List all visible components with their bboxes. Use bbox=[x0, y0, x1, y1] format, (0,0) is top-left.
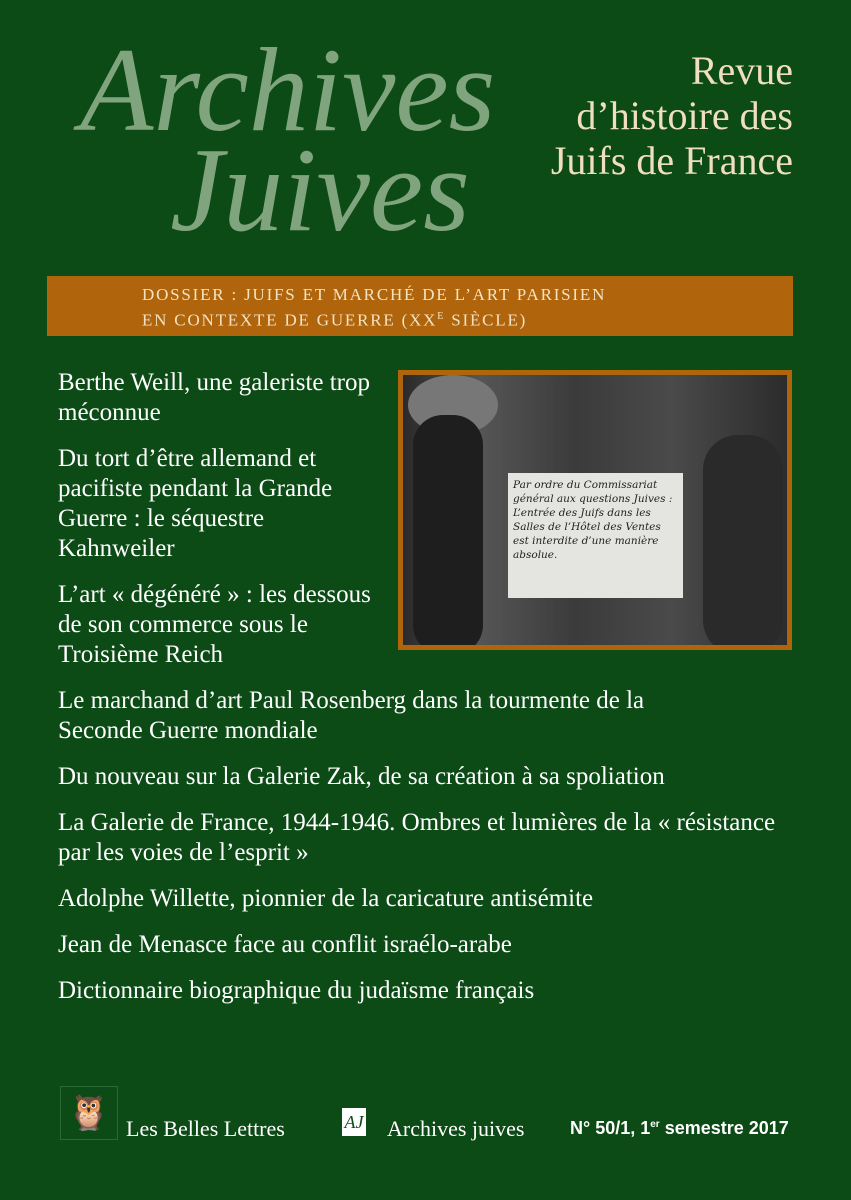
masthead-title-line1: Archives bbox=[80, 23, 496, 156]
banner-line1: DOSSIER : JUIFS ET MARCHÉ DE L’ART PARISIEN bbox=[142, 285, 607, 304]
banner-line2-text: EN CONTEXTE DE GUERRE (XX bbox=[142, 310, 438, 330]
article-item: Le marchand d’art Paul Rosenberg dans la tourmente de la Seconde Guerre mondiale bbox=[58, 687, 645, 744]
journal-name: Archives juives bbox=[387, 1116, 525, 1141]
issue-sup: er bbox=[650, 1119, 660, 1130]
banner-sup: E bbox=[437, 311, 446, 322]
article-item: Du nouveau sur la Galerie Zak, de sa création à sa spoliation bbox=[58, 763, 665, 790]
banner-line2-end: SIÈCLE) bbox=[445, 310, 528, 330]
article-item: Jean de Menasce face au conflit israélo-arabe bbox=[58, 931, 512, 958]
masthead-logo bbox=[70, 20, 570, 260]
issue-text: N° 50/1, 1 bbox=[570, 1118, 651, 1138]
owl-logo-icon: 🦉 bbox=[60, 1086, 118, 1140]
article-item: Adolphe Willette, pionnier de la caricature antisémite bbox=[58, 885, 594, 912]
article-item: Du tort d’être allemand et pacifiste pendant la Grande Guerre : le séquestre Kahnweiler bbox=[58, 445, 333, 562]
article-item: La Galerie de France, 1944-1946. Ombres et lumières de la « résistance par les voies de l’esprit » bbox=[58, 809, 776, 866]
dossier-banner bbox=[47, 276, 793, 336]
notice-sign: Par ordre du Commissariat général aux questions Juives : L’entrée des Juifs dans les Salles de l’Hôtel des Ventes est interdite d’une manière absolue. bbox=[508, 473, 683, 598]
aj-logo-icon: AJ bbox=[342, 1108, 366, 1136]
banner-line2 bbox=[142, 306, 793, 332]
article-item: L’art « dégénéré » : les dessous de son commerce sous le Troisième Reich bbox=[58, 581, 371, 668]
masthead-title-line2: Juives bbox=[170, 123, 470, 256]
article-item: Dictionnaire biographique du judaïsme français bbox=[58, 977, 535, 1004]
article-list bbox=[58, 368, 818, 1022]
footer bbox=[60, 1086, 810, 1141]
issue-number bbox=[570, 1118, 789, 1139]
article-item: Berthe Weill, une galeriste trop méconnue bbox=[58, 369, 371, 426]
publisher-name: Les Belles Lettres bbox=[126, 1116, 285, 1141]
masthead-subtitle: Revue d’histoire des Juifs de France bbox=[550, 48, 793, 183]
issue-semester: semestre 2017 bbox=[659, 1118, 789, 1138]
